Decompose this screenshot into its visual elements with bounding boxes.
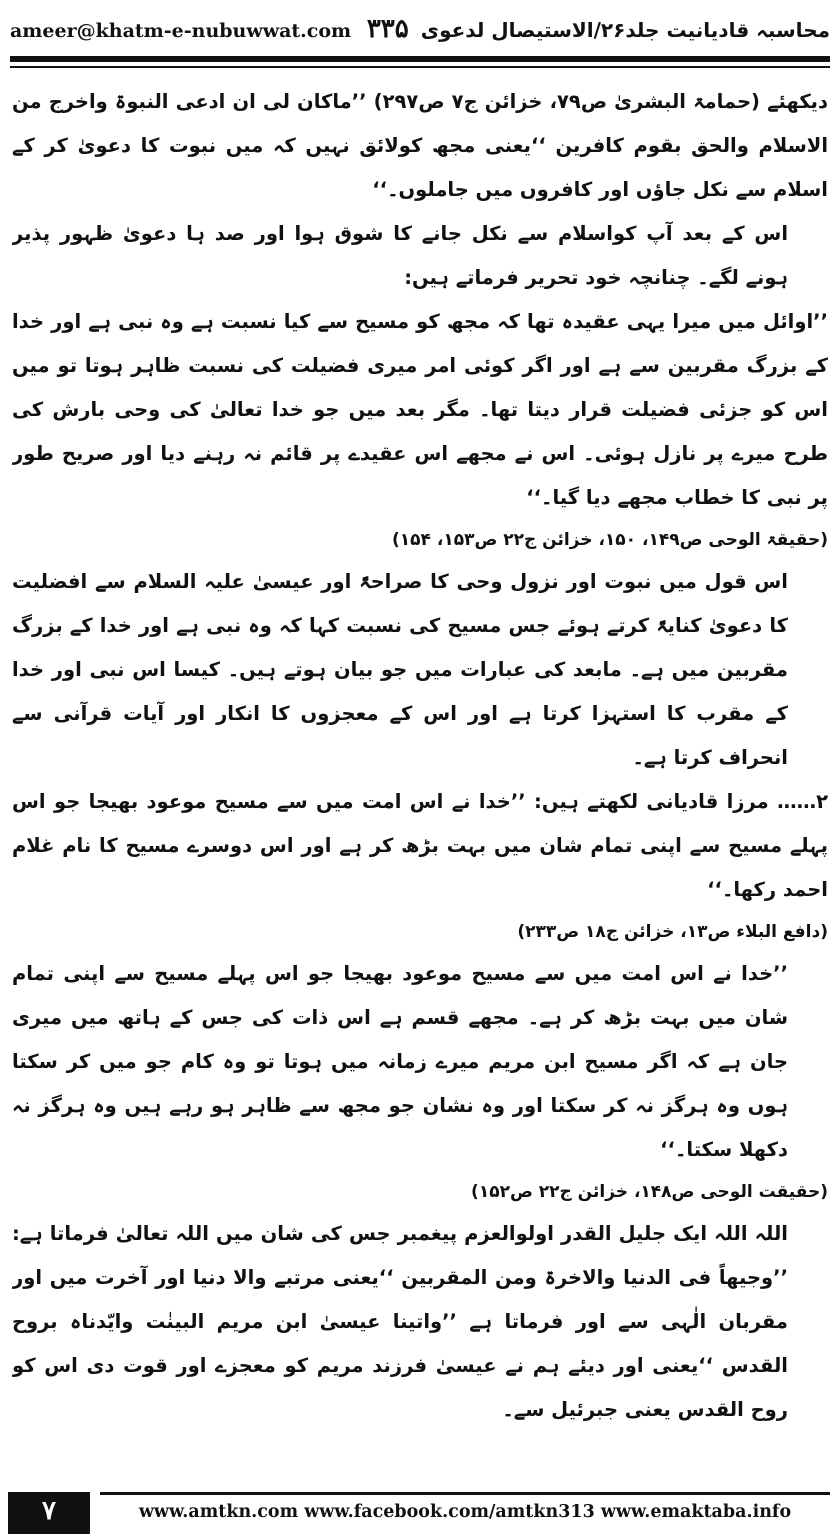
- reference-1: (حقیقۃ الوحی ص۱۴۹، ۱۵۰، خزائن ج۲۲ ص۱۵۳، ۱۵۴): [392, 530, 828, 550]
- page-header: [10, 6, 830, 50]
- quote-paragraph-2: ’’خدا نے اس امت میں سے مسیح موعود بھیجا جو اس پہلے مسیح سے اپنی تمام شان میں بہت بڑھ کر ہے۔ مجھے قسم ہے اس ذات کی جس کے ہاتھ میں میری جان ہے کہ اگر مسیح ابن مریم میرے زمانہ میں ہوتا تو وہ کام جو میں کر سکتا ہوں وہ ہرگز نہ کر سکتا اور وہ نشان جو مجھ سے ظاہر ہو رہے ہیں وہ ہرگز نہ دکھلا سکتا۔‘‘: [12, 962, 788, 1161]
- main-text: [12, 80, 828, 1442]
- header-title: [355, 14, 830, 44]
- footer-page-marker: ۷: [42, 1496, 56, 1526]
- header-page-number: ۳۳۵: [366, 14, 409, 44]
- paragraph-5: اللہ اللہ ایک جلیل القدر اولوالعزم پیغمبر جس کی شان میں اللہ تعالیٰ فرماتا ہے: ’’وجیھاً فی الدنیا والاخرۃ ومن المقربین ‘‘یعنی مرتبے والا دنیا اور آخرت میں اور مقربان الٰہی سے اور فرماتا ہے ’’واتینا عیسیٰ ابن مریم البینٰت وایّدناہ بروح القدس ‘‘یعنی اور دیئے ہم نے عیسیٰ فرزند مریم کو معجزے اور قوت دی اس کو روح القدس یعنی جبرئیل سے۔: [12, 1222, 788, 1421]
- header-rule-thin: [10, 66, 830, 68]
- paragraph-3: اس قول میں نبوت اور نزول وحی کا صراحۃً اور عیسیٰ علیہ السلام سے افضلیت کا دعویٰ کنایۃً کرتے ہوئے جس مسیح کی نسبت کہا کہ وہ نبی ہے اور خدا کے بزرگ مقربین میں ہے۔ مابعد کی عبارات میں جو بیان ہوتے ہیں۔ کیسا اس نبی اور خدا کے مقرب کا استہزا کرتا ہے اور اس کے معجزوں کا انکار اور آیات قرآنی سے انحراف کرتا ہے۔: [12, 570, 788, 769]
- footer-links: www.amtkn.com www.facebook.com/amtkn313 www.emaktaba.info: [138, 1502, 792, 1522]
- quote-paragraph-1: ’’اوائل میں میرا یہی عقیدہ تھا کہ مجھ کو مسیح سے کیا نسبت ہے وہ نبی ہے اور خدا کے بزرگ مقربین سے ہے اور اگر کوئی امر میری فضیلت کی نسبت ظاہر ہوتا تو میں اس کو جزئی فضیلت قرار دیتا تھا۔ مگر بعد میں جو خدا تعالیٰ کی وحی بارش کی طرح میرے پر نازل ہوئی۔ اس نے مجھے اس عقیدے پر قائم نہ رہنے دیا اور صریح طور پر نبی کا خطاب مجھے دیا گیا۔‘‘: [12, 310, 828, 509]
- paragraph-4: ۲…… مرزا قادیانی لکھتے ہیں: ’’خدا نے اس امت میں سے مسیح موعود بھیجا جو اس پہلے مسیح سے اپنی تمام شان میں بہت بڑھ کر ہے اور اس دوسرے مسیح کا نام غلام احمد رکھا۔‘‘: [12, 790, 828, 901]
- header-email: ameer@khatm-e-nubuwwat.com: [10, 20, 352, 42]
- paragraph-2: اس کے بعد آپ کواسلام سے نکل جانے کا شوق ہوا اور صد ہا دعویٰ ظہور پذیر ہونے لگے۔ چنانچہ خود تحریر فرماتے ہیں:: [12, 222, 788, 289]
- header-rule-thick: [10, 56, 830, 62]
- reference-2: (دافع البلاء ص۱۳، خزائن ج۱۸ ص۲۳۳): [517, 922, 828, 942]
- footer-rule: [100, 1492, 830, 1495]
- reference-3: (حقیقت الوحی ص۱۴۸، خزائن ج۲۲ ص۱۵۲): [471, 1182, 828, 1202]
- chapter-title: /الاستیصال لدعوی: [420, 18, 601, 42]
- book-title: محاسبہ قادیانیت جلد۲۶: [600, 18, 830, 42]
- footer-page-marker-box: [8, 1492, 90, 1534]
- paragraph-1: دیکھئے (حمامۃ البشریٰ ص۷۹، خزائن ج۷ ص۲۹۷) ’’ماکان لی ان ادعی النبوۃ واخرج من الاسلام والحق بقوم کافرین ‘‘یعنی مجھ کولائق نہیں کہ میں نبوت کا دعویٰ کر کے اسلام سے نکل جاؤں اور کافروں میں جاملوں۔‘‘: [12, 90, 828, 201]
